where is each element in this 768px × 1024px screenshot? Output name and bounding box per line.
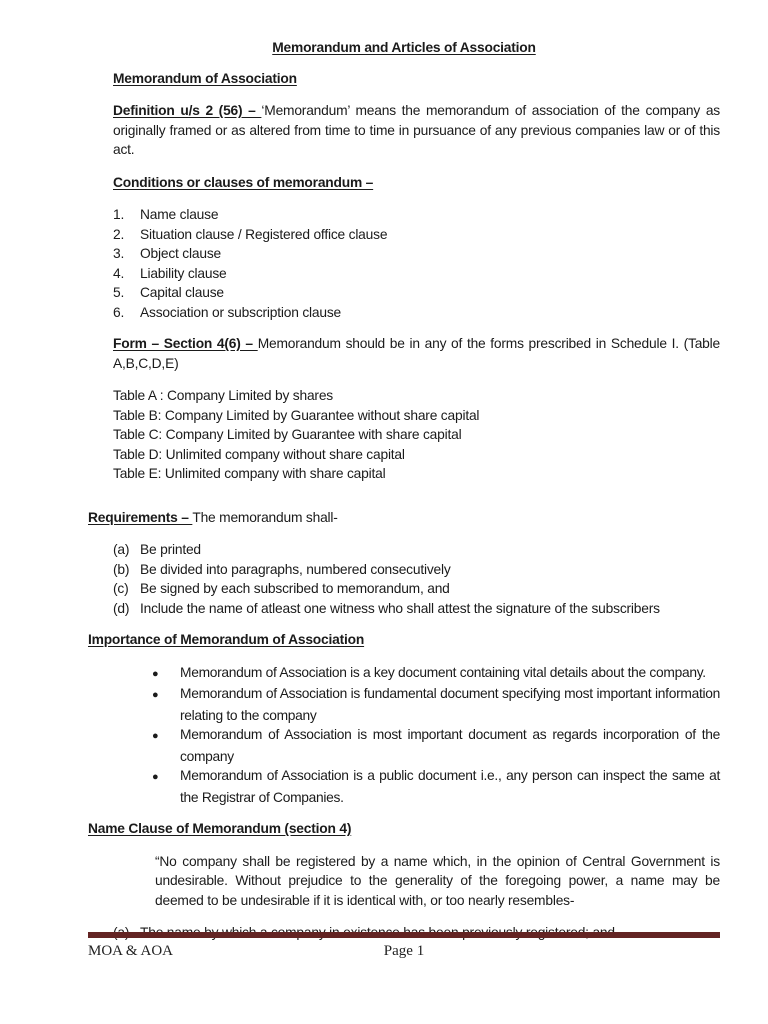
document-title: Memorandum and Articles of Association	[272, 40, 536, 55]
bullet-item	[152, 684, 720, 725]
list-item-text: Situation clause / Registered office clause	[140, 226, 388, 242]
list-marker: (a)	[113, 925, 130, 940]
list-item	[113, 225, 720, 245]
list-marker: 1.	[113, 207, 125, 222]
bullet-text: Memorandum of Association is a key document containing vital details about the company.	[180, 664, 706, 680]
list-marker: (c)	[113, 581, 129, 596]
form-paragraph	[113, 334, 720, 373]
page-footer	[88, 932, 720, 962]
table-row: Table A : Company Limited by shares	[113, 388, 334, 403]
requirements-list	[113, 540, 720, 618]
section-memorandum-of-association	[88, 69, 720, 160]
bullet-item	[152, 725, 720, 766]
list-marker: 4.	[113, 265, 125, 281]
list-marker: (a)	[113, 542, 130, 557]
list-item-text: Be signed by each subscribed to memorandum, and	[140, 581, 450, 596]
list-item-text: Name clause	[140, 207, 219, 222]
table-row: Table B: Company Limited by Guarantee without share capital	[113, 407, 480, 423]
section-name-clause	[88, 819, 720, 943]
bullet-text: Memorandum of Association is fundamental document specifying most important information relating to the company	[180, 686, 720, 723]
bullet-icon: ●	[152, 771, 159, 783]
footer-divider-rule	[88, 932, 720, 938]
list-item-text: The name by which a company in existence has been previously registered; and	[140, 925, 615, 940]
list-item-text: Be divided into paragraphs, numbered consecutively	[140, 561, 451, 577]
section-conditions	[88, 173, 720, 323]
section-form	[88, 334, 720, 484]
bullet-item	[152, 663, 720, 685]
requirements-text: The memorandum shall-	[192, 509, 338, 525]
list-marker: 2.	[113, 226, 125, 242]
list-item-text: Object clause	[140, 246, 221, 261]
list-marker: (b)	[113, 561, 130, 577]
schedule-tables-list	[113, 386, 720, 484]
name-clause-quote: “No company shall be registered by a name which, in the opinion of Central Government is undesirable. Without prejudice to the generality of the foregoing power, a name may be deemed to be undesirable if it is identical with, or too nearly resembles-	[155, 853, 720, 908]
table-row: Table E: Unlimited company with share capital	[113, 466, 386, 481]
list-marker: (d)	[113, 600, 130, 616]
conditions-list	[113, 205, 720, 322]
list-item	[113, 205, 720, 225]
bullet-item	[152, 766, 720, 807]
list-item	[113, 579, 720, 599]
list-item-text: Association or subscription clause	[140, 304, 342, 320]
definition-lead: Definition u/s 2 (56) –	[113, 103, 262, 118]
bullet-icon: ●	[152, 667, 159, 680]
section-importance	[88, 630, 720, 807]
list-item	[113, 244, 720, 264]
list-item	[113, 599, 720, 619]
list-item	[113, 560, 720, 580]
moa-heading: Memorandum of Association	[113, 70, 297, 86]
requirements-lead: Requirements –	[88, 509, 193, 525]
conditions-heading: Conditions or clauses of memorandum –	[113, 174, 374, 190]
list-item	[113, 264, 720, 284]
definition-text: ‘Memorandum’ means the memorandum of association of the company as originally framed or as altered from time to time in pursuance of any previous companies law or of this act.	[113, 103, 720, 157]
definition-paragraph	[113, 101, 720, 160]
table-row: Table D: Unlimited company without share capital	[113, 446, 405, 462]
footer-document-label: MOA & AOA	[88, 943, 174, 959]
list-item-text: Capital clause	[140, 285, 224, 300]
importance-bullet-list	[152, 663, 720, 808]
list-item	[113, 283, 720, 303]
requirements-paragraph	[88, 508, 720, 528]
bullet-icon: ●	[152, 730, 159, 742]
name-clause-heading: Name Clause of Memorandum (section 4)	[88, 821, 352, 836]
bullet-text: Memorandum of Association is a public document i.e., any person can inspect the same at the Registrar of Companies.	[180, 768, 720, 805]
table-row: Table C: Company Limited by Guarantee with share capital	[113, 427, 462, 442]
list-marker: 5.	[113, 285, 125, 300]
list-item	[113, 303, 720, 323]
list-marker: 6.	[113, 304, 125, 320]
list-item-text: Include the name of atleast one witness who shall attest the signature of the subscribers	[140, 600, 660, 616]
list-item	[113, 540, 720, 560]
footer-text-row	[88, 942, 720, 962]
list-item-text: Be printed	[140, 542, 201, 557]
form-text: Memorandum should be in any of the forms prescribed in Schedule I. (Table A,B,C,D,E)	[113, 336, 720, 371]
importance-heading: Importance of Memorandum of Association	[88, 632, 365, 647]
bullet-icon: ●	[152, 689, 159, 701]
bullet-text: Memorandum of Association is most important document as regards incorporation of the company	[180, 727, 720, 764]
list-item-text: Liability clause	[140, 265, 227, 281]
list-marker: 3.	[113, 246, 125, 261]
footer-page-number: Page 1	[383, 943, 425, 959]
section-requirements	[88, 508, 720, 619]
form-lead: Form – Section 4(6) –	[113, 336, 258, 351]
